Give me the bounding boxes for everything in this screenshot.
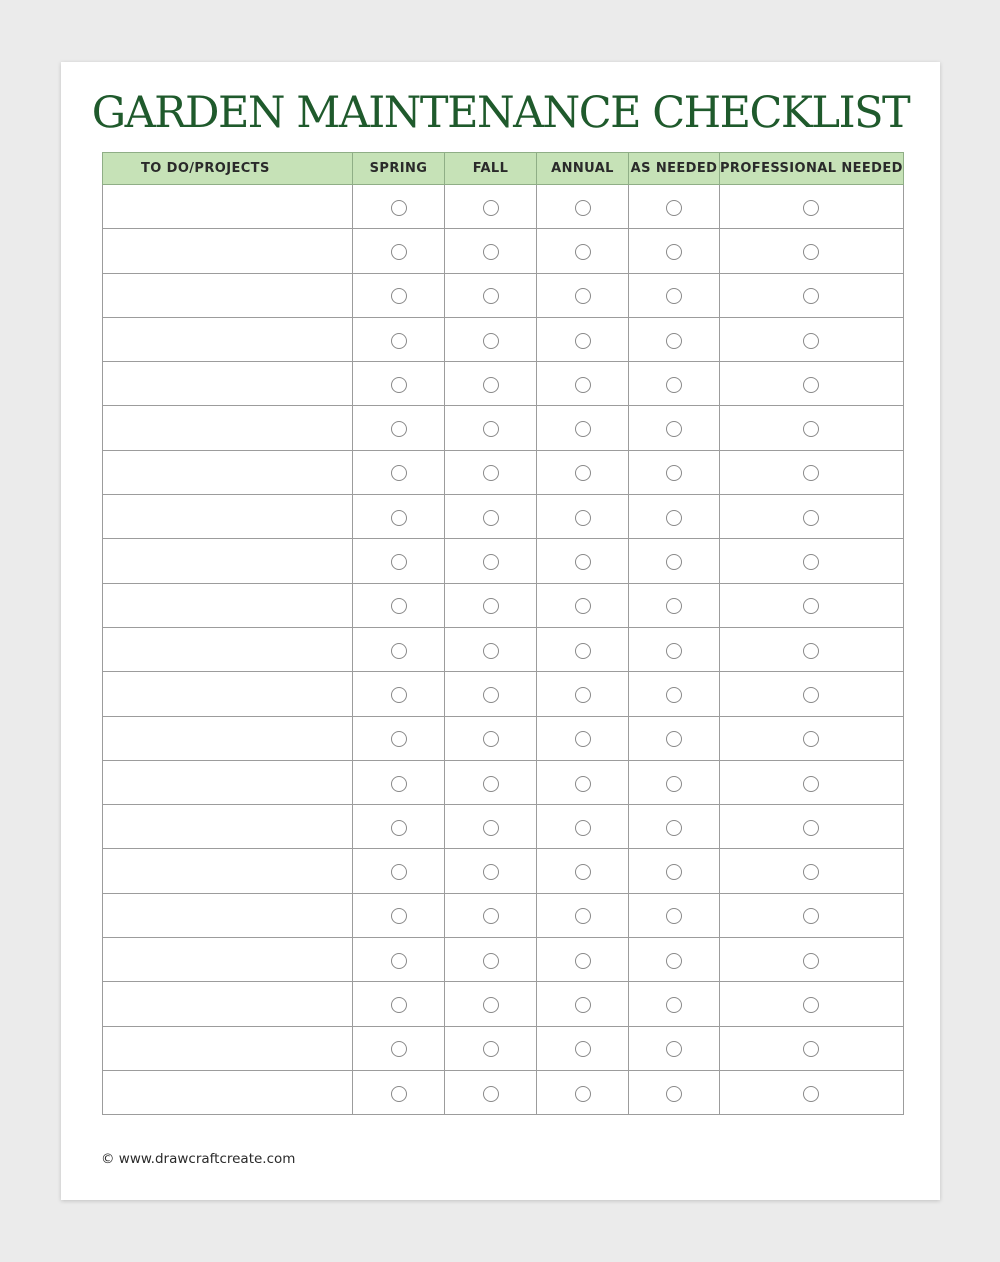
as-needed-checkbox[interactable] — [666, 1086, 682, 1102]
spring-cell — [353, 805, 445, 849]
spring-cell — [353, 317, 445, 361]
annual-cell — [537, 583, 629, 627]
fall-cell — [445, 539, 537, 583]
professional-needed-cell — [720, 716, 904, 760]
professional-needed-cell — [720, 672, 904, 716]
spring-cell — [353, 716, 445, 760]
spring-cell — [353, 495, 445, 539]
spring-cell — [353, 1026, 445, 1070]
spring-checkbox[interactable] — [391, 1086, 407, 1102]
spring-checkbox[interactable] — [391, 997, 407, 1013]
as-needed-cell — [629, 893, 720, 937]
professional-needed-cell — [720, 893, 904, 937]
professional-needed-cell — [720, 760, 904, 804]
as-needed-checkbox[interactable] — [666, 200, 682, 216]
fall-cell — [445, 716, 537, 760]
fall-checkbox[interactable] — [483, 465, 499, 481]
annual-checkbox[interactable] — [575, 731, 591, 747]
spring-checkbox[interactable] — [391, 820, 407, 836]
task-cell[interactable] — [103, 716, 353, 760]
professional-needed-cell — [720, 273, 904, 317]
column-header-fall: FALL — [445, 153, 537, 185]
task-cell[interactable] — [103, 229, 353, 273]
table-row — [103, 229, 904, 273]
table-row — [103, 1026, 904, 1070]
annual-cell — [537, 938, 629, 982]
table-row — [103, 982, 904, 1026]
task-cell[interactable] — [103, 760, 353, 804]
as-needed-cell — [629, 583, 720, 627]
annual-checkbox[interactable] — [575, 997, 591, 1013]
table-row — [103, 406, 904, 450]
annual-cell — [537, 716, 629, 760]
annual-checkbox[interactable] — [575, 288, 591, 304]
spring-checkbox[interactable] — [391, 1041, 407, 1057]
fall-cell — [445, 317, 537, 361]
fall-cell — [445, 583, 537, 627]
table-row — [103, 185, 904, 229]
professional-needed-checkbox[interactable] — [803, 598, 819, 614]
task-cell[interactable] — [103, 1070, 353, 1114]
fall-cell — [445, 495, 537, 539]
column-header-as-needed: AS NEEDED — [629, 153, 720, 185]
professional-needed-checkbox[interactable] — [803, 377, 819, 393]
as-needed-checkbox[interactable] — [666, 776, 682, 792]
spring-cell — [353, 760, 445, 804]
professional-needed-cell — [720, 229, 904, 273]
task-cell[interactable] — [103, 362, 353, 406]
professional-needed-cell — [720, 495, 904, 539]
spring-cell — [353, 849, 445, 893]
professional-needed-cell — [720, 362, 904, 406]
fall-cell — [445, 450, 537, 494]
annual-checkbox[interactable] — [575, 554, 591, 570]
spring-checkbox[interactable] — [391, 244, 407, 260]
as-needed-cell — [629, 849, 720, 893]
table-row — [103, 760, 904, 804]
table-row — [103, 362, 904, 406]
as-needed-cell — [629, 273, 720, 317]
as-needed-checkbox[interactable] — [666, 731, 682, 747]
fall-checkbox[interactable] — [483, 554, 499, 570]
as-needed-cell — [629, 805, 720, 849]
as-needed-cell — [629, 760, 720, 804]
task-cell[interactable] — [103, 849, 353, 893]
as-needed-cell — [629, 539, 720, 583]
professional-needed-checkbox[interactable] — [803, 333, 819, 349]
as-needed-checkbox[interactable] — [666, 333, 682, 349]
professional-needed-cell — [720, 1026, 904, 1070]
fall-cell — [445, 938, 537, 982]
task-cell[interactable] — [103, 273, 353, 317]
annual-cell — [537, 893, 629, 937]
as-needed-cell — [629, 362, 720, 406]
spring-cell — [353, 893, 445, 937]
annual-cell — [537, 362, 629, 406]
annual-cell — [537, 982, 629, 1026]
as-needed-cell — [629, 627, 720, 671]
annual-checkbox[interactable] — [575, 776, 591, 792]
as-needed-checkbox[interactable] — [666, 908, 682, 924]
as-needed-checkbox[interactable] — [666, 554, 682, 570]
spring-cell — [353, 539, 445, 583]
spring-checkbox[interactable] — [391, 908, 407, 924]
professional-needed-cell — [720, 539, 904, 583]
as-needed-cell — [629, 982, 720, 1026]
annual-cell — [537, 1026, 629, 1070]
as-needed-cell — [629, 1070, 720, 1114]
as-needed-checkbox[interactable] — [666, 864, 682, 880]
as-needed-checkbox[interactable] — [666, 421, 682, 437]
spring-checkbox[interactable] — [391, 731, 407, 747]
column-header-professional-needed: PROFESSIONAL NEEDED — [720, 153, 904, 185]
fall-checkbox[interactable] — [483, 1086, 499, 1102]
fall-checkbox[interactable] — [483, 687, 499, 703]
as-needed-checkbox[interactable] — [666, 465, 682, 481]
annual-cell — [537, 229, 629, 273]
annual-checkbox[interactable] — [575, 1041, 591, 1057]
spring-cell — [353, 450, 445, 494]
professional-needed-checkbox[interactable] — [803, 554, 819, 570]
spring-cell — [353, 672, 445, 716]
fall-checkbox[interactable] — [483, 731, 499, 747]
table-row — [103, 805, 904, 849]
professional-needed-cell — [720, 849, 904, 893]
fall-checkbox[interactable] — [483, 643, 499, 659]
annual-cell — [537, 450, 629, 494]
fall-checkbox[interactable] — [483, 333, 499, 349]
spring-checkbox[interactable] — [391, 510, 407, 526]
task-cell[interactable] — [103, 185, 353, 229]
annual-checkbox[interactable] — [575, 333, 591, 349]
task-cell[interactable] — [103, 406, 353, 450]
annual-cell — [537, 760, 629, 804]
professional-needed-cell — [720, 982, 904, 1026]
annual-checkbox[interactable] — [575, 421, 591, 437]
as-needed-checkbox[interactable] — [666, 244, 682, 260]
fall-checkbox[interactable] — [483, 908, 499, 924]
as-needed-cell — [629, 185, 720, 229]
professional-needed-checkbox[interactable] — [803, 643, 819, 659]
fall-cell — [445, 627, 537, 671]
fall-cell — [445, 185, 537, 229]
task-cell[interactable] — [103, 1026, 353, 1070]
fall-checkbox[interactable] — [483, 864, 499, 880]
spring-checkbox[interactable] — [391, 953, 407, 969]
annual-checkbox[interactable] — [575, 864, 591, 880]
professional-needed-cell — [720, 627, 904, 671]
as-needed-cell — [629, 938, 720, 982]
professional-needed-checkbox[interactable] — [803, 421, 819, 437]
annual-cell — [537, 495, 629, 539]
fall-cell — [445, 849, 537, 893]
as-needed-checkbox[interactable] — [666, 510, 682, 526]
annual-cell — [537, 849, 629, 893]
as-needed-checkbox[interactable] — [666, 1041, 682, 1057]
as-needed-cell — [629, 672, 720, 716]
as-needed-cell — [629, 450, 720, 494]
fall-cell — [445, 1026, 537, 1070]
as-needed-checkbox[interactable] — [666, 643, 682, 659]
as-needed-cell — [629, 229, 720, 273]
table-row — [103, 317, 904, 361]
professional-needed-checkbox[interactable] — [803, 1086, 819, 1102]
fall-cell — [445, 982, 537, 1026]
fall-checkbox[interactable] — [483, 598, 499, 614]
annual-cell — [537, 406, 629, 450]
fall-checkbox[interactable] — [483, 288, 499, 304]
table-row — [103, 893, 904, 937]
table-row — [103, 672, 904, 716]
page-title: GARDEN MAINTENANCE CHECKLIST — [91, 88, 910, 138]
professional-needed-cell — [720, 583, 904, 627]
spring-cell — [353, 406, 445, 450]
table-row — [103, 627, 904, 671]
annual-checkbox[interactable] — [575, 687, 591, 703]
column-header-spring: SPRING — [353, 153, 445, 185]
annual-cell — [537, 627, 629, 671]
annual-cell — [537, 317, 629, 361]
fall-checkbox[interactable] — [483, 953, 499, 969]
fall-checkbox[interactable] — [483, 776, 499, 792]
as-needed-checkbox[interactable] — [666, 687, 682, 703]
professional-needed-cell — [720, 185, 904, 229]
fall-checkbox[interactable] — [483, 244, 499, 260]
fall-cell — [445, 672, 537, 716]
spring-cell — [353, 938, 445, 982]
column-header-annual: ANNUAL — [537, 153, 629, 185]
professional-needed-checkbox[interactable] — [803, 731, 819, 747]
annual-cell — [537, 672, 629, 716]
as-needed-cell — [629, 1026, 720, 1070]
annual-checkbox[interactable] — [575, 820, 591, 836]
professional-needed-cell — [720, 450, 904, 494]
checklist-table — [102, 152, 904, 1115]
annual-cell — [537, 805, 629, 849]
fall-cell — [445, 362, 537, 406]
professional-needed-cell — [720, 317, 904, 361]
table-row — [103, 450, 904, 494]
table-row — [103, 849, 904, 893]
fall-cell — [445, 406, 537, 450]
as-needed-checkbox[interactable] — [666, 598, 682, 614]
fall-cell — [445, 760, 537, 804]
column-header-todo: TO DO/PROJECTS — [103, 153, 353, 185]
fall-checkbox[interactable] — [483, 820, 499, 836]
fall-checkbox[interactable] — [483, 997, 499, 1013]
fall-cell — [445, 805, 537, 849]
annual-checkbox[interactable] — [575, 953, 591, 969]
spring-cell — [353, 362, 445, 406]
fall-cell — [445, 1070, 537, 1114]
task-cell[interactable] — [103, 805, 353, 849]
task-cell[interactable] — [103, 539, 353, 583]
fall-checkbox[interactable] — [483, 510, 499, 526]
annual-checkbox[interactable] — [575, 1086, 591, 1102]
professional-needed-checkbox[interactable] — [803, 687, 819, 703]
as-needed-cell — [629, 317, 720, 361]
professional-needed-checkbox[interactable] — [803, 510, 819, 526]
as-needed-cell — [629, 406, 720, 450]
as-needed-cell — [629, 495, 720, 539]
professional-needed-checkbox[interactable] — [803, 465, 819, 481]
as-needed-checkbox[interactable] — [666, 288, 682, 304]
table-row — [103, 1070, 904, 1114]
annual-checkbox[interactable] — [575, 908, 591, 924]
annual-checkbox[interactable] — [575, 510, 591, 526]
table-row — [103, 716, 904, 760]
annual-cell — [537, 539, 629, 583]
professional-needed-cell — [720, 805, 904, 849]
professional-needed-checkbox[interactable] — [803, 776, 819, 792]
fall-cell — [445, 893, 537, 937]
fall-checkbox[interactable] — [483, 200, 499, 216]
task-cell[interactable] — [103, 627, 353, 671]
professional-needed-checkbox[interactable] — [803, 908, 819, 924]
task-cell[interactable] — [103, 982, 353, 1026]
task-cell[interactable] — [103, 583, 353, 627]
professional-needed-checkbox[interactable] — [803, 200, 819, 216]
professional-needed-cell — [720, 938, 904, 982]
spring-checkbox[interactable] — [391, 333, 407, 349]
spring-checkbox[interactable] — [391, 465, 407, 481]
professional-needed-checkbox[interactable] — [803, 244, 819, 260]
spring-checkbox[interactable] — [391, 598, 407, 614]
spring-checkbox[interactable] — [391, 421, 407, 437]
copyright-footer: © www.drawcraftcreate.com — [101, 1151, 296, 1167]
table-row — [103, 495, 904, 539]
as-needed-cell — [629, 716, 720, 760]
spring-checkbox[interactable] — [391, 554, 407, 570]
professional-needed-checkbox[interactable] — [803, 820, 819, 836]
task-cell[interactable] — [103, 938, 353, 982]
spring-checkbox[interactable] — [391, 687, 407, 703]
spring-checkbox[interactable] — [391, 200, 407, 216]
spring-checkbox[interactable] — [391, 288, 407, 304]
spring-cell — [353, 627, 445, 671]
table-row — [103, 539, 904, 583]
fall-checkbox[interactable] — [483, 1041, 499, 1057]
checklist-page — [61, 62, 940, 1200]
as-needed-checkbox[interactable] — [666, 997, 682, 1013]
header-row — [103, 153, 904, 185]
spring-cell — [353, 982, 445, 1026]
annual-cell — [537, 273, 629, 317]
annual-checkbox[interactable] — [575, 598, 591, 614]
annual-checkbox[interactable] — [575, 200, 591, 216]
professional-needed-checkbox[interactable] — [803, 953, 819, 969]
table-row — [103, 938, 904, 982]
professional-needed-cell — [720, 406, 904, 450]
annual-cell — [537, 1070, 629, 1114]
as-needed-checkbox[interactable] — [666, 377, 682, 393]
professional-needed-checkbox[interactable] — [803, 997, 819, 1013]
spring-checkbox[interactable] — [391, 643, 407, 659]
annual-checkbox[interactable] — [575, 244, 591, 260]
task-cell[interactable] — [103, 672, 353, 716]
task-cell[interactable] — [103, 450, 353, 494]
table-row — [103, 583, 904, 627]
spring-checkbox[interactable] — [391, 864, 407, 880]
fall-cell — [445, 273, 537, 317]
spring-cell — [353, 229, 445, 273]
fall-checkbox[interactable] — [483, 421, 499, 437]
spring-checkbox[interactable] — [391, 377, 407, 393]
fall-checkbox[interactable] — [483, 377, 499, 393]
professional-needed-cell — [720, 1070, 904, 1114]
as-needed-checkbox[interactable] — [666, 820, 682, 836]
spring-cell — [353, 273, 445, 317]
table-row — [103, 273, 904, 317]
fall-cell — [445, 229, 537, 273]
spring-cell — [353, 185, 445, 229]
annual-checkbox[interactable] — [575, 643, 591, 659]
professional-needed-checkbox[interactable] — [803, 288, 819, 304]
task-cell[interactable] — [103, 495, 353, 539]
spring-cell — [353, 583, 445, 627]
as-needed-checkbox[interactable] — [666, 953, 682, 969]
task-cell[interactable] — [103, 317, 353, 361]
task-cell[interactable] — [103, 893, 353, 937]
professional-needed-checkbox[interactable] — [803, 864, 819, 880]
professional-needed-checkbox[interactable] — [803, 1041, 819, 1057]
annual-checkbox[interactable] — [575, 377, 591, 393]
spring-checkbox[interactable] — [391, 776, 407, 792]
annual-cell — [537, 185, 629, 229]
spring-cell — [353, 1070, 445, 1114]
annual-checkbox[interactable] — [575, 465, 591, 481]
